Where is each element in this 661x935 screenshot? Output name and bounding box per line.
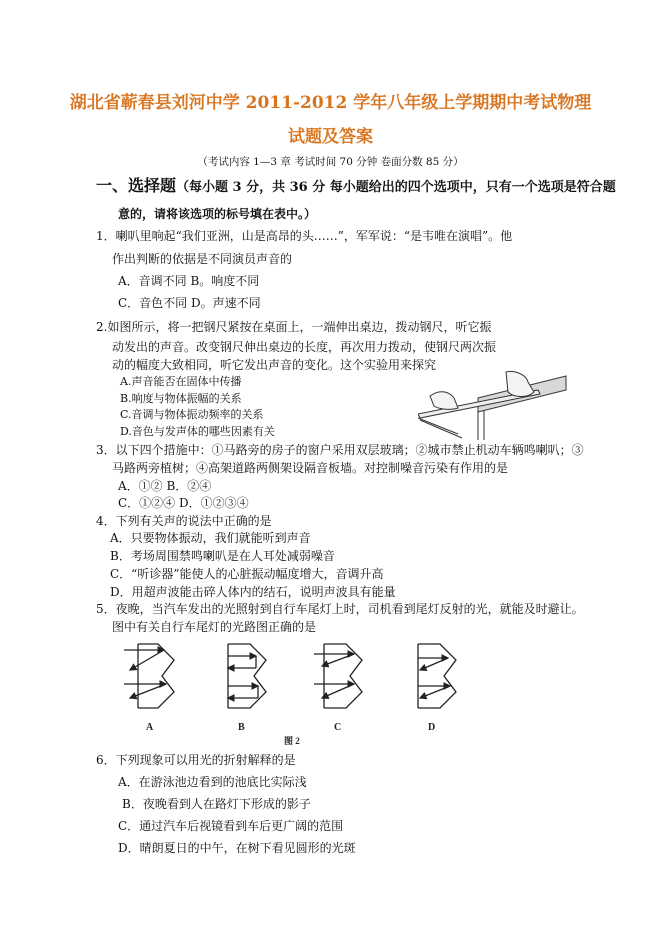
question-2-stem: 2.如图所示，将一把钢尺紧按在桌面上，一端伸出桌边，拨动钢尺，听它振 bbox=[96, 320, 492, 334]
question-2-option-d: D.音色与发声体的哪些因素有关 bbox=[120, 425, 275, 438]
question-4-option-c: C．“听诊器”能使人的心脏振动幅度增大，音调升高 bbox=[110, 567, 384, 581]
question-1-options-ab: A．音调不同 B。响度不同 bbox=[118, 274, 260, 288]
figure-caption: 图 2 bbox=[284, 736, 300, 746]
figure-label-d: D bbox=[428, 722, 436, 733]
figure-label-a: A bbox=[146, 722, 154, 733]
question-5-stem: 5．夜晚，当汽车发出的光照射到自行车尾灯上时，司机看到尾灯反射的光，就能及时避让。 bbox=[96, 602, 584, 616]
question-6-option-a: A．在游泳池边看到的池底比实际浅 bbox=[118, 775, 307, 789]
question-6-stem: 6．下列现象可以用光的折射解释的是 bbox=[96, 753, 296, 767]
tail-light-light-path-figure bbox=[124, 636, 484, 748]
question-6-option-b: B．夜晚看到人在路灯下形成的影子 bbox=[122, 797, 311, 811]
question-2-option-a: A.声音能否在固体中传播 bbox=[120, 375, 242, 388]
question-6-option-d: D．晴朗夏日的中午，在树下看见圆形的光斑 bbox=[118, 841, 356, 855]
figure-label-b: B bbox=[238, 722, 245, 733]
question-2-option-c: C.音调与物体振动频率的关系 bbox=[120, 408, 264, 421]
exam-info-note: （考试内容 1—3 章 考试时间 70 分钟 卷面分数 85 分） bbox=[197, 156, 464, 168]
diagram-b bbox=[228, 644, 266, 708]
section-instructions-continued: 意的，请将该选项的标号填在表中。） bbox=[118, 207, 317, 221]
question-5-stem-continued: 图中有关自行车尾灯的光路图正确的是 bbox=[112, 620, 317, 634]
diagram-c bbox=[314, 644, 362, 708]
question-4-option-d: D．用超声波能击碎人体内的结石，说明声波具有能量 bbox=[110, 585, 396, 599]
question-3-stem: 3．以下四个措施中：①马路旁的房子的窗户采用双层玻璃；②城市禁止机动车辆鸣喇叭；③ bbox=[96, 443, 584, 457]
question-2-stem-continued-2: 动的幅度大致相同，听它发出声音的变化。这个实验用来探究 bbox=[112, 358, 437, 372]
question-4-option-b: B．考场周围禁鸣喇叭是在人耳处减弱噪音 bbox=[110, 549, 335, 563]
exam-title: 湖北省蕲春县刘河中学 2011-2012 学年八年级上学期期中考试物理 bbox=[69, 93, 592, 113]
figure-label-c: C bbox=[334, 722, 342, 733]
steel-ruler-figure bbox=[418, 368, 568, 444]
question-3-options-cd: C．①②④ D．①②③④ bbox=[118, 496, 249, 510]
question-4-option-a: A．只要物体振动，我们就能听到声音 bbox=[110, 531, 311, 545]
question-2-stem-continued: 动发出的声音。改变钢尺伸出桌边的长度，再次用力拨动，使钢尺两次振 bbox=[112, 340, 497, 354]
question-1-stem-continued: 作出判断的依据是不同演员声音的 bbox=[112, 252, 293, 266]
diagram-d bbox=[418, 644, 456, 708]
question-3-options-ab: A．①② B．②④ bbox=[118, 479, 212, 493]
question-2-option-b: B.响度与物体振幅的关系 bbox=[120, 392, 242, 405]
section-heading bbox=[96, 178, 616, 196]
question-3-stem-continued: 马路两旁植树；④高架道路两侧架设隔音板墙。对控制噪音污染有作用的是 bbox=[112, 461, 509, 475]
question-1-stem: 1．喇叭里响起“我们亚洲，山是高昂的头……”，军军说：“是韦唯在演唱”。他 bbox=[96, 229, 513, 243]
diagram-a bbox=[124, 644, 174, 708]
question-4-stem: 4．下列有关声的说法中正确的是 bbox=[96, 514, 272, 528]
question-1-options-cd: C．音色不同 D。声速不同 bbox=[118, 296, 261, 310]
question-6-option-c: C．通过汽车后视镜看到车后更广阔的范围 bbox=[118, 819, 344, 833]
section-instructions: （每小题 3 分，共 36 分 每小题给出的四个选项中，只有一个选项是符合题 bbox=[176, 180, 616, 195]
section-title: 一、选择题 bbox=[96, 176, 177, 195]
exam-title-continued: 试题及答案 bbox=[288, 127, 373, 147]
